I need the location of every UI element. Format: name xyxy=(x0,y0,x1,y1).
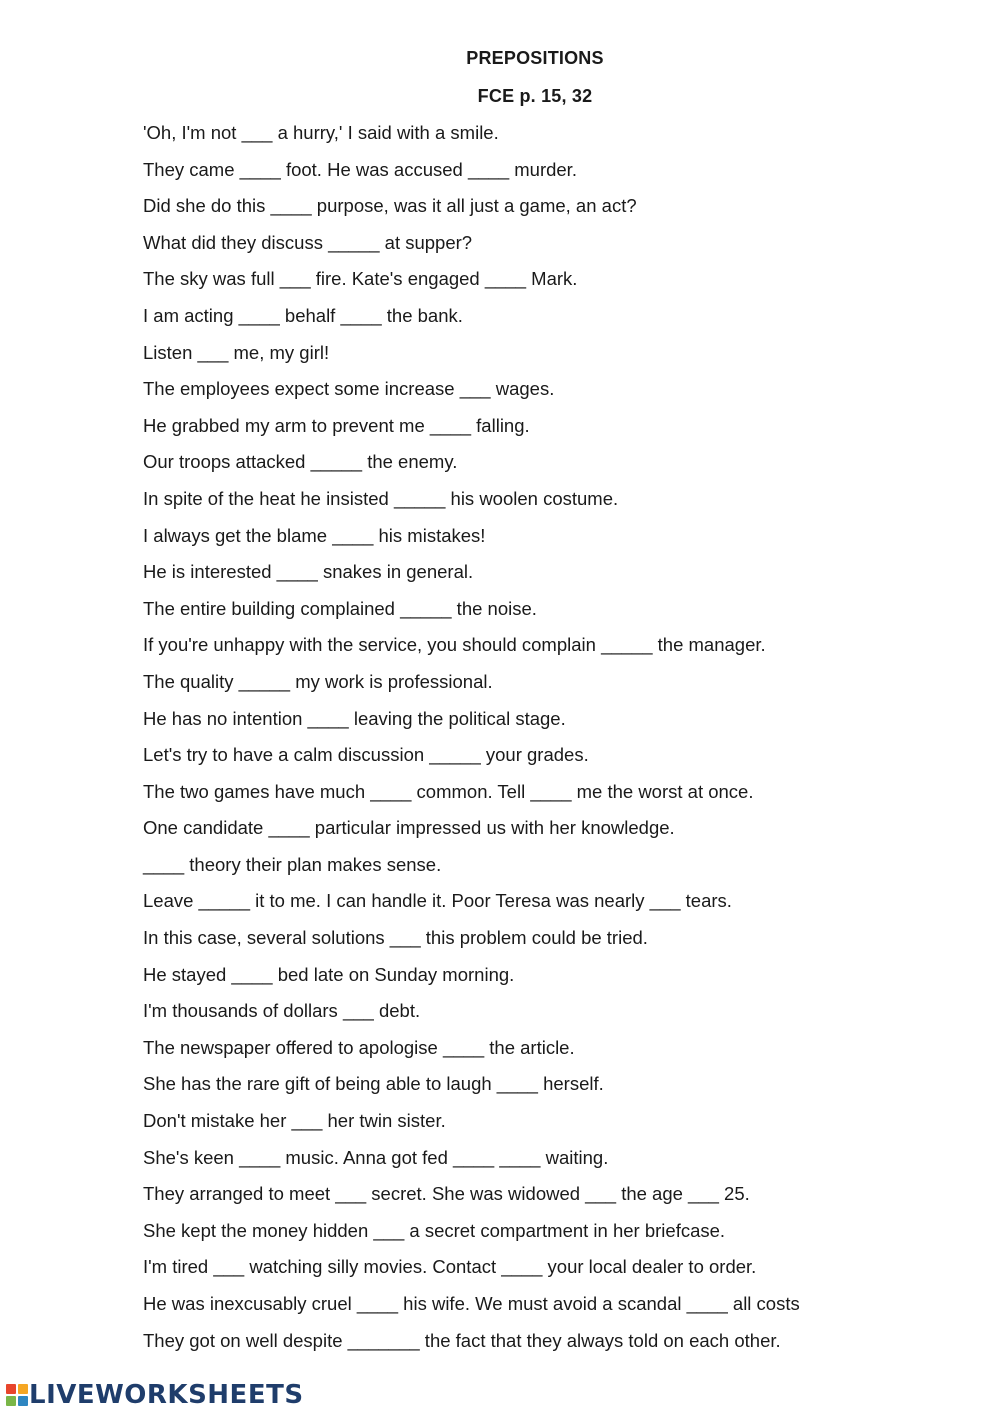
exercise-line-25: I'm thousands of dollars ___ debt. xyxy=(143,1000,421,1022)
exercise-line-31: She kept the money hidden ___ a secret compartment in her briefcase. xyxy=(143,1219,726,1241)
exercise-line-22: Leave _____ it to me. I can handle it. Poor Teresa was nearly ___ tears. xyxy=(143,890,732,912)
exercise-line-30: They arranged to meet ___ secret. She was widowed ___ the age ___ 25. xyxy=(143,1183,750,1205)
exercise-line-7: Listen ___ me, my girl! xyxy=(143,341,330,363)
exercise-line-10: Our troops attacked _____ the enemy. xyxy=(143,451,458,473)
exercise-lines xyxy=(143,121,943,1365)
exercise-line-28: Don't mistake her ___ her twin sister. xyxy=(143,1110,446,1132)
exercise-line-9: He grabbed my arm to prevent me ____ falling. xyxy=(143,414,530,436)
logo-square-green xyxy=(6,1396,16,1406)
exercise-line-4: What did they discuss _____ at supper? xyxy=(143,231,473,253)
exercise-line-6: I am acting ____ behalf ____ the bank. xyxy=(143,304,463,326)
exercise-line-17: He has no intention ____ leaving the political stage. xyxy=(143,707,566,729)
exercise-line-5: The sky was full ___ fire. Kate's engaged ____ Mark. xyxy=(143,268,578,290)
exercise-line-8: The employees expect some increase ___ wages. xyxy=(143,378,555,400)
exercise-line-26: The newspaper offered to apologise ____ the article. xyxy=(143,1036,575,1058)
exercise-line-27: She has the rare gift of being able to laugh ____ herself. xyxy=(143,1073,604,1095)
exercise-line-33: He was inexcusably cruel ____ his wife. We must avoid a scandal ____ all costs xyxy=(143,1293,800,1314)
exercise-line-21: ____ theory their plan makes sense. xyxy=(143,853,442,875)
exercise-line-32: I'm tired ___ watching silly movies. Contact ____ your local dealer to order. xyxy=(143,1256,757,1278)
logo-square-red xyxy=(6,1384,16,1394)
exercise-line-23: In this case, several solutions ___ this problem could be tried. xyxy=(143,927,648,949)
exercise-line-13: He is interested ____ snakes in general. xyxy=(143,561,474,583)
exercise-line-29: She's keen ____ music. Anna got fed ____ ____ waiting. xyxy=(143,1146,609,1168)
exercise-line-19: The two games have much ____ common. Tell ____ me the worst at once. xyxy=(143,780,754,802)
exercise-line-11: In spite of the heat he insisted _____ his woolen costume. xyxy=(143,487,619,509)
logo-text: LIVEWORKSHEETS xyxy=(29,1380,304,1410)
page-subtitle: FCE p. 15, 32 xyxy=(477,86,593,106)
liveworksheets-logo-icon xyxy=(6,1384,28,1406)
exercise-line-20: One candidate ____ particular impressed us with her knowledge. xyxy=(143,817,675,839)
exercise-line-1: 'Oh, I'm not ___ a hurry,' I said with a smile. xyxy=(143,122,499,143)
logo-square-blue xyxy=(18,1396,28,1406)
exercise-line-16: The quality _____ my work is professional. xyxy=(143,670,493,692)
exercise-line-2: They came ____ foot. He was accused ____ murder. xyxy=(143,158,577,180)
exercise-line-12: I always get the blame ____ his mistakes! xyxy=(143,524,486,546)
exercise-line-14: The entire building complained _____ the noise. xyxy=(143,597,537,619)
exercise-line-18: Let's try to have a calm discussion _____ your grades. xyxy=(143,744,589,766)
exercise-line-15: If you're unhappy with the service, you should complain _____ the manager. xyxy=(143,634,766,656)
footer-logo[interactable] xyxy=(6,1380,304,1410)
exercise-line-24: He stayed ____ bed late on Sunday morning. xyxy=(143,963,515,985)
exercise-line-34: They got on well despite _______ the fact that they always told on each other. xyxy=(143,1329,781,1351)
exercise-line-3: Did she do this ____ purpose, was it all just a game, an act? xyxy=(143,195,637,217)
logo-square-orange xyxy=(18,1384,28,1394)
page-title: PREPOSITIONS xyxy=(466,48,604,68)
